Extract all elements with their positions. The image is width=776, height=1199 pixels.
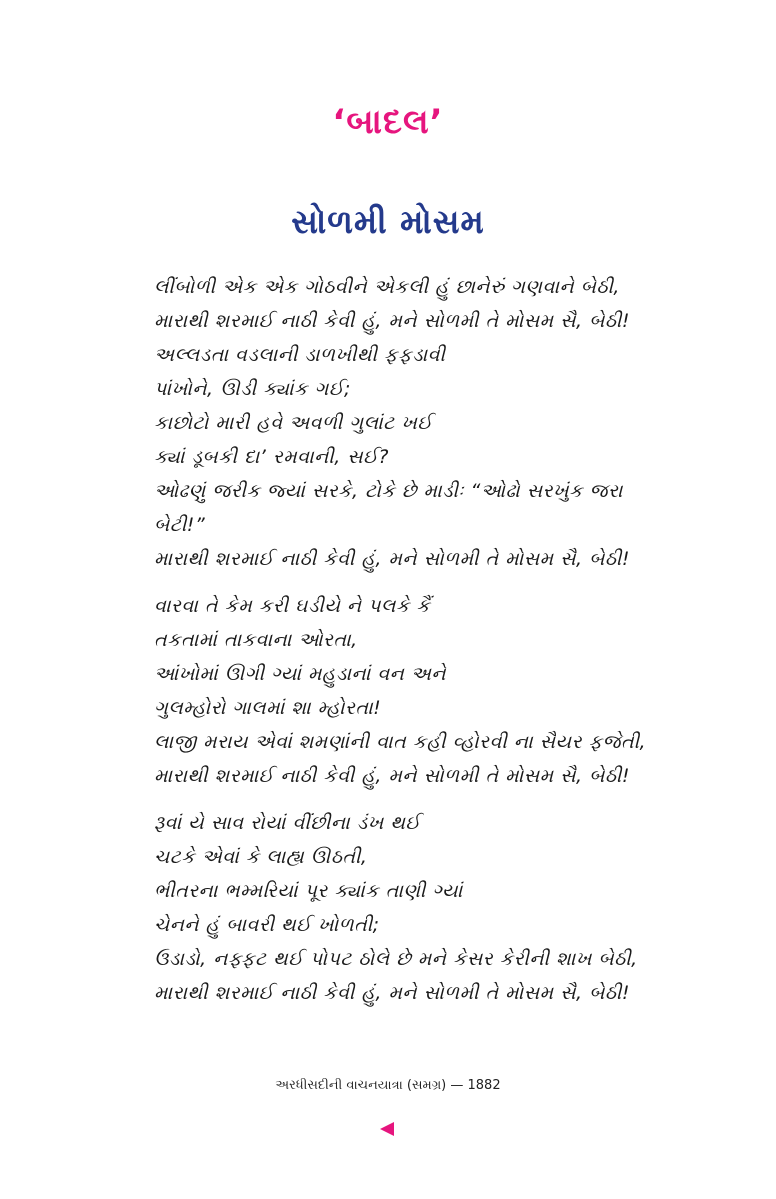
poem-line: ઓઢણું જરીક જ્યાં સરકે, ટોકે છે માડીઃ “ઓઢો સરખુંક જરા bbox=[154, 480, 623, 502]
poem-line: લીંબોળી એક એક ગોઠવીને એકલી હું છાનેરું ગણવાને બેઠી, bbox=[154, 276, 620, 298]
poem-line: ઉડાડો, નફ્ફટ થઈ પોપટ ઠોલે છે મને કેસર કેરીની શાખ બેઠી, bbox=[154, 948, 638, 970]
poem-line: કાછોટો મારી હવે અવળી ગુલાંટ ખઈ bbox=[154, 412, 433, 434]
poem-title: સોળમી મોસમ bbox=[291, 202, 485, 241]
refrain-line: મારાથી શરમાઈ નાઠી કેવી હું, મને સોળમી તે મોસમ સૈ, બેઠી! bbox=[154, 765, 630, 787]
poet-name: ‘બાદલ’ bbox=[332, 102, 444, 142]
poem-line: ચટકે એવાં કે લાહ્ય ઊઠતી, bbox=[154, 846, 368, 868]
poem-line: આંખોમાં ઊગી ગ્યાં મહુડાનાં વન અને bbox=[154, 663, 447, 685]
refrain-line: મારાથી શરમાઈ નાઠી કેવી હું, મને સોળમી તે મોસમ સૈ, બેઠી! bbox=[154, 982, 630, 1004]
poem-line: પાંખોને, ઊડી ક્યાંક ગઈ; bbox=[154, 378, 351, 400]
poem-line: વારવા તે કેમ કરી ઘડીયે ને પલકે કૈં bbox=[154, 595, 431, 617]
stanza-1 bbox=[154, 270, 714, 576]
poem-line: ચેનને હું બાવરી થઈ ખોળતી; bbox=[154, 914, 380, 936]
poem-line: ક્યાં ડૂબકી દા’ રમવાની, સઈ? bbox=[154, 446, 389, 468]
refrain-line: મારાથી શરમાઈ નાઠી કેવી હું, મને સોળમી તે મોસમ સૈ, બેઠી! bbox=[154, 548, 630, 570]
poem-line: ભીતરના ભમ્મરિયાં પૂર ક્યાંક તાણી ગ્યાં bbox=[154, 880, 463, 902]
poem-line: લાજી મરાય એવાં શમણાંની વાત કહી વ્હોરવી ના સૈયર ફજેતી, bbox=[154, 731, 647, 753]
back-arrow-icon[interactable] bbox=[380, 1122, 394, 1136]
poem-line: બેટી!” bbox=[154, 514, 206, 536]
poem-line: તકતામાં તાકવાના ઓરતા, bbox=[154, 629, 358, 651]
poem-line: મારાથી શરમાઈ નાઠી કેવી હું, મને સોળમી તે મોસમ સૈ, બેઠી! bbox=[154, 310, 630, 332]
poem-body bbox=[154, 270, 714, 1023]
poem-line: અલ્લડતા વડલાની ડાળખીથી ફફડાવી bbox=[154, 344, 446, 366]
stanza-2 bbox=[154, 589, 714, 793]
poem-line: રૂવાં યે સાવ રોયાં વીંછીના ડંખ થઈ bbox=[154, 812, 421, 834]
page-footer: અરધીસદીની વાચનયાત્રા (સમગ્ર) — 1882 bbox=[275, 1078, 501, 1093]
stanza-3 bbox=[154, 806, 714, 1010]
poem-line: ગુલમ્હોરો ગાલમાં શા મ્હોરતા! bbox=[154, 697, 382, 719]
